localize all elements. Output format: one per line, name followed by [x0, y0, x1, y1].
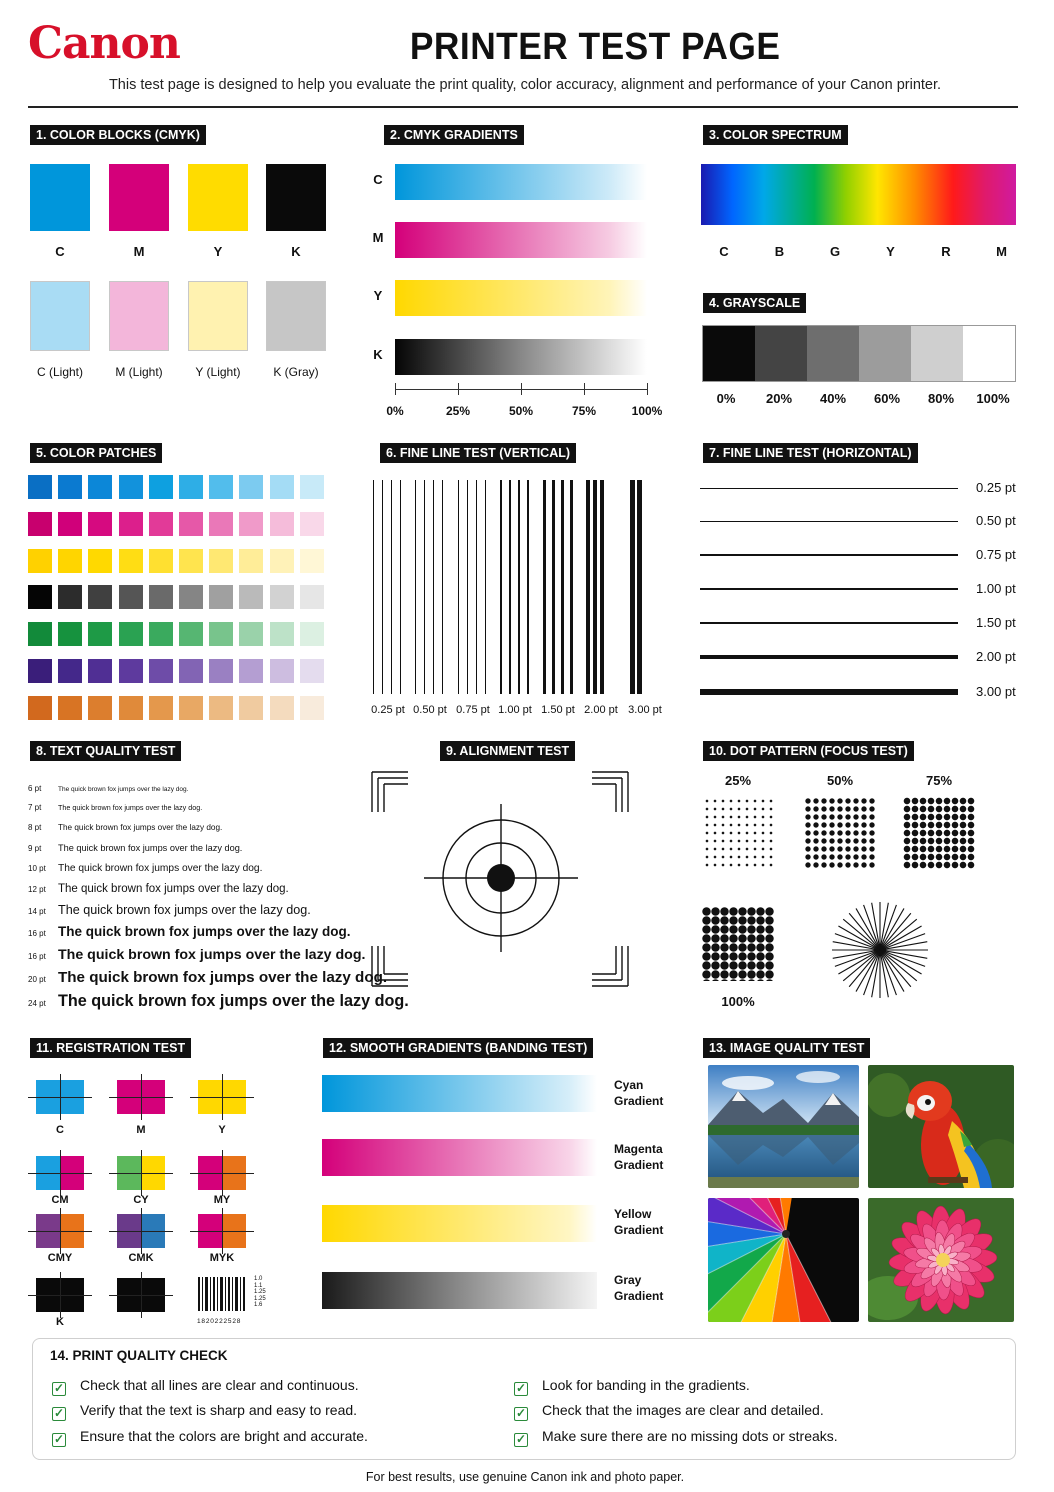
fine-line-vertical	[415, 480, 416, 694]
color-block-label: Y	[213, 244, 223, 259]
color-patch	[209, 622, 233, 646]
check-item-text: Ensure that the colors are bright and accurate.	[80, 1428, 368, 1444]
spectrum-label: C	[719, 244, 729, 259]
color-block-light	[266, 281, 326, 351]
registration-crosshair	[141, 1074, 142, 1120]
color-patch	[28, 696, 52, 720]
gradient-row-label: M	[372, 230, 384, 245]
color-patch	[270, 549, 294, 573]
color-patch	[179, 622, 203, 646]
barcode-scale-value: 1.1	[254, 1282, 263, 1289]
text-sample-size: 8 pt	[28, 823, 42, 832]
barcode-scale-value: 1.25	[254, 1289, 266, 1295]
color-block-light-label: K (Gray)	[273, 365, 319, 379]
color-block-m	[109, 164, 169, 231]
gradient-row-label: C	[373, 172, 383, 187]
text-sample-row	[28, 969, 387, 987]
color-patch	[239, 696, 263, 720]
fine-line-horizontal	[700, 655, 958, 659]
text-sample: The quick brown fox jumps over the lazy dog.	[58, 883, 289, 895]
smooth-gradient-label: Gradient	[614, 1094, 664, 1108]
color-patch	[28, 585, 52, 609]
color-patch	[58, 475, 82, 499]
yellow-smooth-gradient	[322, 1205, 597, 1242]
page-title: PRINTER TEST PAGE	[409, 26, 781, 68]
gray-step-60	[859, 326, 911, 381]
registration-crosshair	[60, 1150, 61, 1196]
fine-line-vertical	[630, 480, 635, 694]
color-patch	[119, 549, 143, 573]
text-sample: The quick brown fox jumps over the lazy dog.	[58, 863, 263, 874]
color-spectrum-bar	[701, 164, 1016, 225]
color-patch	[58, 585, 82, 609]
cyan-smooth-gradient	[322, 1075, 597, 1112]
grayscale-label: 40%	[819, 391, 847, 406]
fine-line-vertical	[391, 480, 392, 694]
section-spectrum-title: 3. COLOR SPECTRUM	[703, 125, 848, 145]
section-cmyk-gradients-title: 2. CMYK GRADIENTS	[384, 125, 524, 145]
color-patch	[119, 585, 143, 609]
fine-line-vertical	[500, 480, 502, 694]
dot-label-25: 25%	[724, 773, 752, 788]
grayscale-label: 20%	[765, 391, 793, 406]
fine-line-horizontal	[700, 554, 958, 555]
fine-line-vertical-label: 0.25 pt	[371, 704, 405, 716]
registration-crosshair	[60, 1208, 61, 1254]
fine-line-vertical	[561, 480, 564, 694]
color-patch	[58, 696, 82, 720]
color-patch	[119, 696, 143, 720]
color-patch	[270, 475, 294, 499]
spectrum-label: R	[941, 244, 951, 259]
color-patch	[179, 585, 203, 609]
color-block-label: M	[133, 244, 145, 259]
grayscale-label: 0%	[716, 391, 736, 406]
scale-tick-label: 50%	[508, 404, 534, 418]
registration-label: CY	[133, 1194, 149, 1206]
color-patch	[88, 696, 112, 720]
section-fine-vertical-title: 6. FINE LINE TEST (VERTICAL)	[380, 443, 576, 463]
check-item-text: Verify that the text is sharp and easy to read.	[80, 1402, 358, 1418]
color-block-light-label: C (Light)	[36, 365, 83, 379]
text-sample: The quick brown fox jumps over the lazy dog.	[58, 947, 366, 963]
color-patch	[270, 585, 294, 609]
text-sample-size: 16 pt	[28, 929, 46, 938]
smooth-gradient-label: Gradient	[614, 1223, 664, 1237]
registration-crosshair	[60, 1272, 61, 1318]
check-item	[52, 1377, 359, 1396]
color-block-label: C	[55, 244, 65, 259]
grayscale-label: 100%	[976, 391, 1010, 406]
color-patch	[270, 696, 294, 720]
text-sample-row	[28, 901, 311, 919]
color-patch	[88, 659, 112, 683]
color-patch	[300, 475, 324, 499]
dot-label-75: 75%	[925, 773, 953, 788]
section-color-blocks-title: 1. COLOR BLOCKS (CMYK)	[30, 125, 206, 145]
check-item	[52, 1402, 357, 1421]
text-sample-size: 10 pt	[28, 864, 46, 873]
check-item	[514, 1377, 750, 1396]
fine-line-horizontal-label: 3.00 pt	[976, 684, 1016, 699]
color-patch	[149, 659, 173, 683]
color-patch	[179, 696, 203, 720]
check-item-text: Check that all lines are clear and continuous.	[80, 1377, 359, 1393]
color-patch	[149, 549, 173, 573]
color-block-light	[30, 281, 90, 351]
gray-step-80	[911, 326, 963, 381]
check-item-text: Check that the images are clear and detailed.	[542, 1402, 824, 1418]
fine-line-vertical	[518, 480, 520, 694]
registration-label: CMY	[47, 1252, 73, 1264]
barcode-scale-value: 1.6	[254, 1302, 263, 1308]
color-patch	[28, 512, 52, 536]
fine-line-vertical-label: 1.00 pt	[498, 704, 532, 716]
dot-label-50: 50%	[826, 773, 854, 788]
landscape-photo	[708, 1065, 859, 1188]
color-block-light-label: Y (Light)	[195, 365, 241, 379]
spectrum-label: B	[774, 244, 785, 259]
fine-line-vertical	[527, 480, 529, 694]
registration-crosshair	[141, 1272, 142, 1318]
text-sample-row	[28, 817, 222, 835]
gradient-row-label: K	[373, 347, 383, 362]
gray-smooth-gradient	[322, 1272, 597, 1309]
scale-tick-label: 75%	[571, 404, 597, 418]
fine-line-vertical	[442, 480, 443, 694]
color-patch	[119, 475, 143, 499]
checkmark-icon: ✓	[515, 1406, 527, 1420]
fine-line-vertical	[476, 480, 477, 694]
text-sample: The quick brown fox jumps over the lazy dog.	[58, 786, 189, 793]
smooth-gradient-label: Gray	[614, 1273, 642, 1287]
color-patch	[58, 512, 82, 536]
dahlia-flower-photo	[868, 1198, 1014, 1322]
registration-label: CM	[51, 1194, 69, 1206]
section-text-quality-title: 8. TEXT QUALITY TEST	[30, 741, 181, 761]
text-sample-size: 12 pt	[28, 885, 46, 894]
color-patch	[88, 549, 112, 573]
spectrum-label: Y	[886, 244, 895, 259]
smooth-gradient-label: Gradient	[614, 1289, 664, 1303]
text-sample: The quick brown fox jumps over the lazy dog.	[58, 924, 351, 939]
scale-tick	[584, 383, 585, 395]
fine-line-vertical-label: 3.00 pt	[628, 704, 662, 716]
fine-line-vertical	[552, 480, 555, 694]
color-patch	[239, 585, 263, 609]
text-sample-size: 16 pt	[28, 952, 46, 961]
fine-line-vertical	[570, 480, 573, 694]
cyan-gradient-bar	[395, 164, 647, 200]
check-item-text: Make sure there are no missing dots or streaks.	[542, 1428, 838, 1444]
color-patch	[149, 696, 173, 720]
section-alignment-title: 9. ALIGNMENT TEST	[440, 741, 575, 761]
rainbow-umbrella-photo	[708, 1198, 859, 1322]
color-patch	[300, 659, 324, 683]
fine-line-vertical	[637, 480, 642, 694]
fine-line-vertical-label: 0.75 pt	[456, 704, 490, 716]
fine-line-vertical	[400, 480, 401, 694]
starburst-focus-target	[830, 900, 930, 1000]
text-sample-row	[28, 838, 242, 856]
color-patch	[88, 585, 112, 609]
text-sample: The quick brown fox jumps over the lazy dog.	[58, 803, 203, 812]
magenta-gradient-bar	[395, 222, 647, 258]
gray-step-20	[755, 326, 807, 381]
section-image-quality-title: 13. IMAGE QUALITY TEST	[703, 1038, 870, 1058]
color-patch	[300, 696, 324, 720]
fine-line-vertical-label: 1.50 pt	[541, 704, 575, 716]
fine-line-horizontal	[700, 488, 958, 489]
dot-grid-25	[703, 797, 775, 869]
fine-line-horizontal-label: 2.00 pt	[976, 649, 1016, 664]
color-patch	[270, 512, 294, 536]
grayscale-label: 80%	[927, 391, 955, 406]
color-patch	[119, 512, 143, 536]
color-block-light	[188, 281, 248, 351]
text-sample: The quick brown fox jumps over the lazy dog.	[58, 823, 223, 832]
checkmark-icon: ✓	[53, 1381, 65, 1395]
gray-step-0	[703, 326, 755, 381]
checkmark-icon: ✓	[515, 1432, 527, 1446]
color-patch	[88, 475, 112, 499]
color-patch	[149, 622, 173, 646]
color-patch	[209, 549, 233, 573]
barcode-scale-value: 1.0	[254, 1276, 263, 1282]
check-item	[514, 1402, 824, 1421]
check-item	[52, 1428, 368, 1447]
fine-line-horizontal-label: 0.25 pt	[976, 480, 1016, 495]
barcode-scale	[254, 1276, 266, 1309]
color-patch	[88, 512, 112, 536]
color-patch	[179, 475, 203, 499]
grayscale-label: 60%	[873, 391, 901, 406]
fine-line-horizontal-label: 1.50 pt	[976, 615, 1016, 630]
color-block-light	[109, 281, 169, 351]
checkmark-icon: ✓	[53, 1406, 65, 1420]
magenta-smooth-gradient	[322, 1139, 597, 1176]
header-divider	[28, 106, 1018, 108]
color-patch	[88, 622, 112, 646]
fine-line-vertical	[543, 480, 546, 694]
color-patch	[28, 659, 52, 683]
fine-line-vertical	[458, 480, 459, 694]
section-smooth-gradients-title: 12. SMOOTH GRADIENTS (BANDING TEST)	[323, 1038, 593, 1058]
color-patch	[209, 696, 233, 720]
text-sample-row	[28, 797, 202, 815]
color-patch	[28, 622, 52, 646]
gray-step-40	[807, 326, 859, 381]
scale-tick	[458, 383, 459, 395]
registration-label: MY	[213, 1194, 231, 1206]
check-item	[514, 1428, 838, 1447]
registration-crosshair	[141, 1208, 142, 1254]
dot-grid-75	[903, 797, 975, 869]
section-registration-title: 11. REGISTRATION TEST	[30, 1038, 191, 1058]
smooth-gradient-label: Magenta	[614, 1142, 663, 1156]
color-patch	[119, 622, 143, 646]
dot-grid-100	[702, 907, 774, 981]
text-sample-size: 7 pt	[28, 803, 42, 812]
registration-crosshair	[60, 1074, 61, 1120]
registration-label: C	[56, 1124, 64, 1136]
color-block-c	[30, 164, 90, 231]
section-color-patches-title: 5. COLOR PATCHES	[30, 443, 162, 463]
fine-line-horizontal-label: 0.75 pt	[976, 547, 1016, 562]
registration-crosshair	[222, 1208, 223, 1254]
fine-line-vertical	[433, 480, 434, 694]
color-patch	[300, 549, 324, 573]
fine-line-vertical	[373, 480, 374, 694]
scale-tick	[395, 383, 396, 395]
color-patch	[239, 549, 263, 573]
page-subtitle: This test page is designed to help you evaluate the print quality, color accuracy, alignment and performance of your Canon printer.	[108, 77, 942, 93]
registration-label: MYK	[209, 1252, 235, 1264]
dot-label-100: 100%	[721, 994, 755, 1009]
scale-tick-label: 100%	[631, 404, 663, 418]
text-sample: The quick brown fox jumps over the lazy dog.	[58, 969, 388, 986]
fine-line-vertical	[509, 480, 511, 694]
fine-line-horizontal-label: 0.50 pt	[976, 513, 1016, 528]
black-gradient-bar	[395, 339, 647, 375]
fine-line-vertical	[600, 480, 604, 694]
fine-line-vertical-label: 2.00 pt	[584, 704, 618, 716]
fine-line-horizontal	[700, 689, 958, 695]
color-patch	[300, 512, 324, 536]
text-sample-row	[28, 946, 365, 964]
color-patch	[300, 622, 324, 646]
smooth-gradient-label: Cyan	[614, 1078, 644, 1092]
fine-line-vertical	[467, 480, 468, 694]
color-patch	[149, 512, 173, 536]
scale-tick-label: 25%	[445, 404, 471, 418]
registration-label: K	[56, 1316, 64, 1328]
color-block-light-label: M (Light)	[115, 365, 163, 379]
fine-line-horizontal-label: 1.00 pt	[976, 581, 1016, 596]
text-sample-size: 6 pt	[28, 784, 42, 793]
scale-tick	[647, 383, 648, 395]
color-patch	[270, 622, 294, 646]
color-patch	[149, 475, 173, 499]
text-sample-size: 14 pt	[28, 907, 46, 916]
canon-logo: Canon	[28, 18, 180, 69]
registration-crosshair	[222, 1074, 223, 1120]
barcode-scale-value: 1.25	[254, 1295, 266, 1302]
text-sample: The quick brown fox jumps over the lazy dog.	[58, 992, 409, 1010]
color-block-y	[188, 164, 248, 231]
color-patch	[119, 659, 143, 683]
color-patch	[209, 512, 233, 536]
color-patch	[239, 512, 263, 536]
text-sample-row	[28, 879, 289, 897]
checkmark-icon: ✓	[515, 1381, 527, 1395]
yellow-gradient-bar	[395, 280, 647, 316]
parrot-photo	[868, 1065, 1014, 1188]
scale-tick	[521, 383, 522, 395]
scale-tick-label: 0%	[386, 404, 404, 418]
color-patch	[28, 549, 52, 573]
barcode	[198, 1277, 248, 1313]
color-patch	[58, 622, 82, 646]
color-patch	[179, 512, 203, 536]
gradient-row-label: Y	[373, 288, 383, 303]
color-patch	[209, 475, 233, 499]
fine-line-horizontal	[700, 622, 958, 625]
text-sample-size: 9 pt	[28, 844, 42, 853]
smooth-gradient-label: Yellow	[614, 1207, 652, 1221]
barcode-number: 1820222528	[197, 1318, 242, 1325]
check-item-text: Look for banding in the gradients.	[542, 1377, 750, 1393]
color-patch	[28, 475, 52, 499]
registration-label: Y	[218, 1124, 226, 1136]
section-dot-pattern-title: 10. DOT PATTERN (FOCUS TEST)	[703, 741, 914, 761]
grayscale-strip	[702, 325, 1016, 382]
gray-step-100	[963, 326, 1015, 381]
fine-line-horizontal	[700, 521, 958, 522]
section-grayscale-title: 4. GRAYSCALE	[703, 293, 806, 313]
section-quality-check-title: 14. PRINT QUALITY CHECK	[50, 1348, 228, 1363]
text-sample: The quick brown fox jumps over the lazy dog.	[58, 843, 243, 853]
color-block-k	[266, 164, 326, 231]
text-sample-size: 20 pt	[28, 975, 46, 984]
text-sample-row	[28, 923, 351, 941]
color-patch	[239, 622, 263, 646]
color-patch	[58, 659, 82, 683]
color-block-label: K	[291, 244, 301, 259]
text-sample-row	[28, 858, 262, 876]
text-sample-row	[28, 778, 188, 796]
spectrum-label: G	[829, 244, 841, 259]
color-patch	[209, 659, 233, 683]
smooth-gradient-label: Gradient	[614, 1158, 664, 1172]
color-patch	[239, 659, 263, 683]
fine-line-vertical	[382, 480, 383, 694]
fine-line-vertical	[593, 480, 597, 694]
color-patch	[179, 549, 203, 573]
dot-grid-50	[804, 797, 876, 869]
fine-line-vertical	[586, 480, 590, 694]
color-patch	[239, 475, 263, 499]
registration-crosshair	[222, 1150, 223, 1196]
text-sample-row	[28, 992, 409, 1011]
color-patch	[58, 549, 82, 573]
color-patch	[149, 585, 173, 609]
checkmark-icon: ✓	[53, 1432, 65, 1446]
color-patch	[270, 659, 294, 683]
section-fine-horizontal-title: 7. FINE LINE TEST (HORIZONTAL)	[703, 443, 918, 463]
color-patch	[179, 659, 203, 683]
text-sample: The quick brown fox jumps over the lazy dog.	[58, 903, 311, 917]
fine-line-vertical	[485, 480, 486, 694]
registration-label: CMK	[128, 1252, 154, 1264]
color-patch	[300, 585, 324, 609]
fine-line-vertical-label: 0.50 pt	[413, 704, 447, 716]
fine-line-vertical	[424, 480, 425, 694]
footer-note: For best results, use genuine Canon ink and photo paper.	[365, 1470, 685, 1484]
spectrum-label: M	[996, 244, 1007, 259]
color-patch	[209, 585, 233, 609]
text-sample-size: 24 pt	[28, 999, 46, 1008]
registration-crosshair	[141, 1150, 142, 1196]
fine-line-horizontal	[700, 588, 958, 590]
alignment-target	[370, 770, 630, 990]
registration-label: M	[136, 1124, 146, 1136]
